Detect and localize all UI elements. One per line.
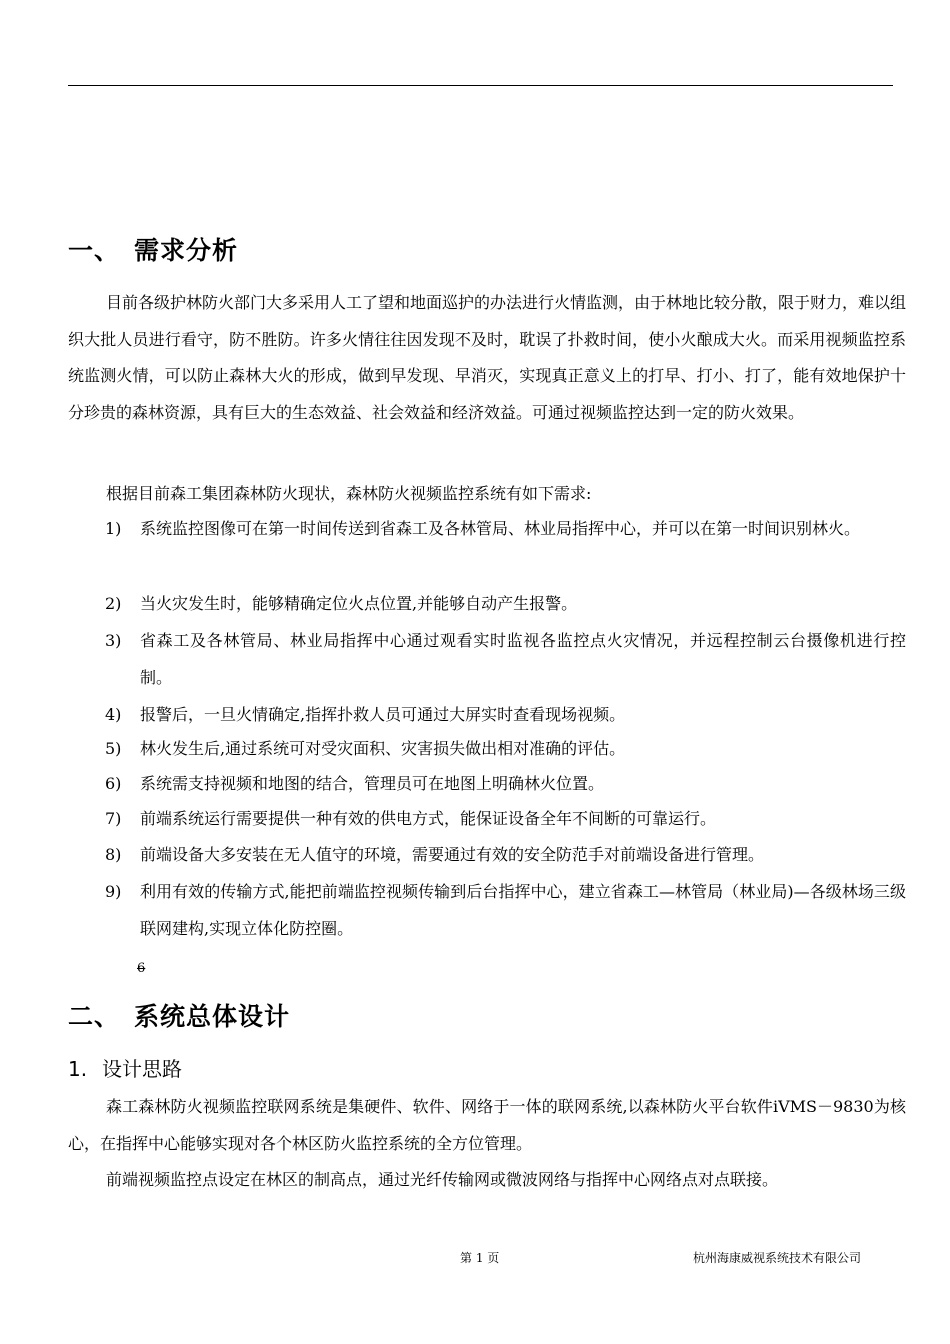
section-1-heading: [68, 231, 238, 267]
subsection-paragraph-2: 前端视频监控点设定在林区的制高点，通过光纤传输网或微波网络与指挥中心网络点对点联接。: [106, 1170, 779, 1189]
subsection-paragraph-1: 森工森林防火视频监控联网系统是集硬件、软件、网络于一体的联网系统,以森林防火平台软件iVMS－9830为核心，在指挥中心能够实现对各个林区防火监控系统的全方位管理。: [68, 1097, 906, 1153]
list-item-number: 6): [105, 774, 122, 793]
list-item: [68, 874, 906, 947]
list-item-text: 当火灾发生时，能够精确定位火点位置,并能够自动产生报警。: [140, 594, 578, 613]
list-item-number: 1): [105, 519, 122, 538]
list-item: [68, 731, 906, 768]
section-1-lead: 根据目前森工集团森林防火现状，森林防火视频监控系统有如下需求:: [106, 484, 592, 503]
list-item: [68, 837, 906, 874]
list-item-text: 系统需支持视频和地图的结合，管理员可在地图上明确林火位置。: [140, 774, 605, 793]
list-item: [68, 766, 906, 803]
list-item: [68, 586, 906, 623]
list-item-text: 省森工及各林管局、林业局指挥中心通过观看实时监视各监控点火灾情况，并远程控制云台摄像机进行控制。: [140, 631, 906, 687]
list-item-number: 8): [105, 845, 122, 864]
list-item: [68, 801, 906, 838]
edit-mark: 6: [137, 961, 146, 976]
subsection-title: 设计思路: [102, 1057, 182, 1081]
section-2-title: 系统总体设计: [134, 1002, 291, 1031]
list-item: [68, 623, 906, 696]
section-1-number: 一、: [68, 236, 121, 265]
footer-page-number: 第 1 页: [460, 1251, 500, 1265]
list-item: [68, 511, 906, 548]
list-item-number: 3): [105, 631, 122, 650]
list-item-text: 系统监控图像可在第一时间传送到省森工及各林管局、林业局指挥中心，并可以在第一时间识别林火。: [140, 519, 861, 538]
section-2-heading: [68, 997, 290, 1033]
section-1-title: 需求分析: [134, 236, 239, 265]
list-item-number: 5): [105, 739, 122, 758]
section-2-number: 二、: [68, 1002, 121, 1031]
list-item: [68, 697, 906, 734]
list-item-text: 前端设备大多安装在无人值守的环境，需要通过有效的安全防范手对前端设备进行管理。: [140, 845, 765, 864]
list-item-text: 林火发生后,通过系统可对受灾面积、灾害损失做出相对准确的评估。: [140, 739, 626, 758]
subsection-heading: [68, 1053, 182, 1082]
section-1-intro: 目前各级护林防火部门大多采用人工了望和地面巡护的办法进行火情监测，由于林地比较分散，限于财力，难以组织大批人员进行看守，防不胜防。许多火情往往因发现不及时，耽误了扑救时间，使小火酿成大火。而采用视频监控系统监测火情，可以防止森林大火的形成，做到早发现、早消灭，实现真正意义上的打早、打小、打了，能有效地保护十分珍贵的森林资源，具有巨大的生态效益、社会效益和经济效益。可通过视频监控达到一定的防火效果。: [68, 293, 907, 422]
list-item-text: 报警后，一旦火情确定,指挥扑救人员可通过大屏实时查看现场视频。: [140, 705, 626, 724]
list-item-number: 2): [105, 594, 122, 613]
footer-company: 杭州海康威视系统技术有限公司: [693, 1251, 862, 1265]
list-item-text: 利用有效的传输方式,能把前端监控视频传输到后台指挥中心，建立省森工—林管局（林业局)—各级林场三级联网建构,实现立体化防控圈。: [140, 882, 906, 938]
subsection-number: 1.: [68, 1057, 88, 1081]
list-item-number: 9): [105, 882, 122, 901]
list-item-text: 前端系统运行需要提供一种有效的供电方式，能保证设备全年不间断的可靠运行。: [140, 809, 717, 828]
header-rule: [68, 85, 893, 86]
list-item-number: 4): [105, 705, 122, 724]
list-item-number: 7): [105, 809, 122, 828]
